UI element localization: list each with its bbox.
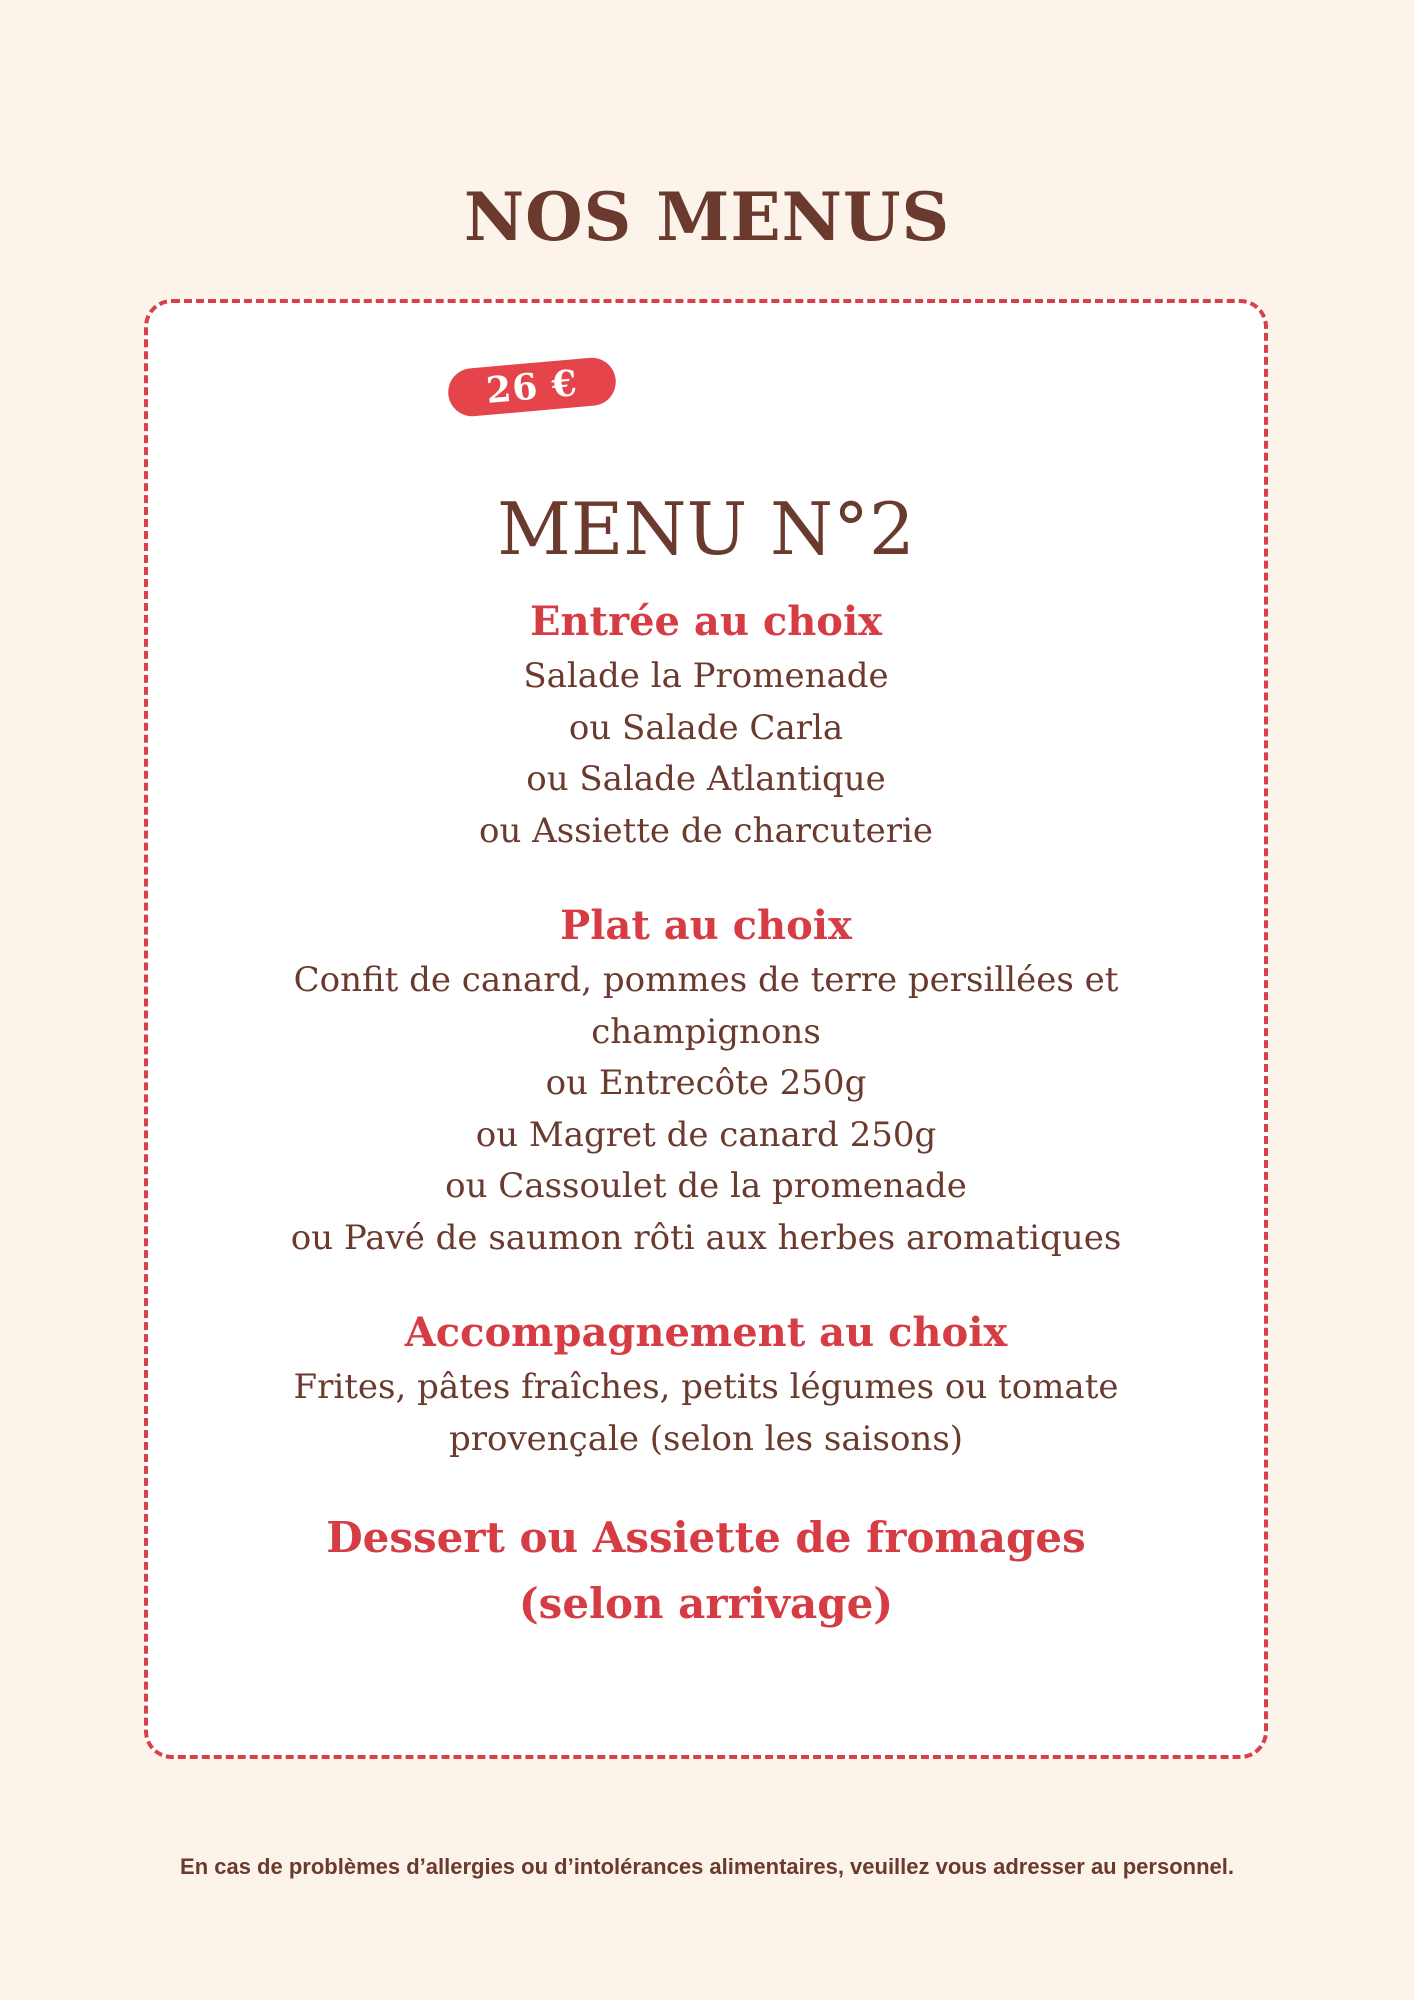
menu-item: ou Cassoulet de la promenade: [445, 1166, 967, 1206]
menu-item: ou Salade Carla: [568, 707, 844, 748]
price-badge: 26 €: [446, 356, 618, 418]
menu-card: [144, 299, 1268, 1759]
menu-item: ou Salade Atlantique: [526, 759, 886, 799]
section-heading: Entrée au choix: [529, 598, 883, 645]
menu-sections: [148, 593, 1264, 1637]
section-items: [148, 955, 1264, 1264]
section-items: [148, 1362, 1264, 1465]
dessert-heading: Dessert ou Assiette de fromages (selon arrivage): [326, 1513, 1086, 1628]
menu-item: ou Magret de canard 250g: [475, 1114, 937, 1155]
menu-item: ou Assiette de charcuterie: [478, 810, 933, 851]
section-entree: [148, 593, 1264, 857]
allergy-note: En cas de problèmes d’allergies ou d’intolérances alimentaires, veuillez vous adresser au personnel.: [180, 1854, 1234, 1879]
section-plat: [148, 897, 1264, 1264]
menu-item: ou Entrecôte 250g: [545, 1063, 867, 1103]
section-heading: Accompagnement au choix: [404, 1309, 1008, 1356]
page-title: NOS MENUS: [463, 178, 951, 257]
menu-item: Salade la Promenade: [523, 656, 889, 696]
menu-title: MENU N°2: [497, 486, 915, 571]
section-accompagnement: [148, 1304, 1264, 1465]
menu-item: ou Pavé de saumon rôti aux herbes aromatiques: [290, 1217, 1122, 1258]
menu-item: Frites, pâtes fraîches, petits légumes ou tomate provençale (selon les saisons): [293, 1367, 1119, 1459]
section-heading: Plat au choix: [560, 902, 852, 949]
section-items: [148, 651, 1264, 857]
menu-item: Confit de canard, pommes de terre persillées et champignons: [293, 960, 1119, 1052]
